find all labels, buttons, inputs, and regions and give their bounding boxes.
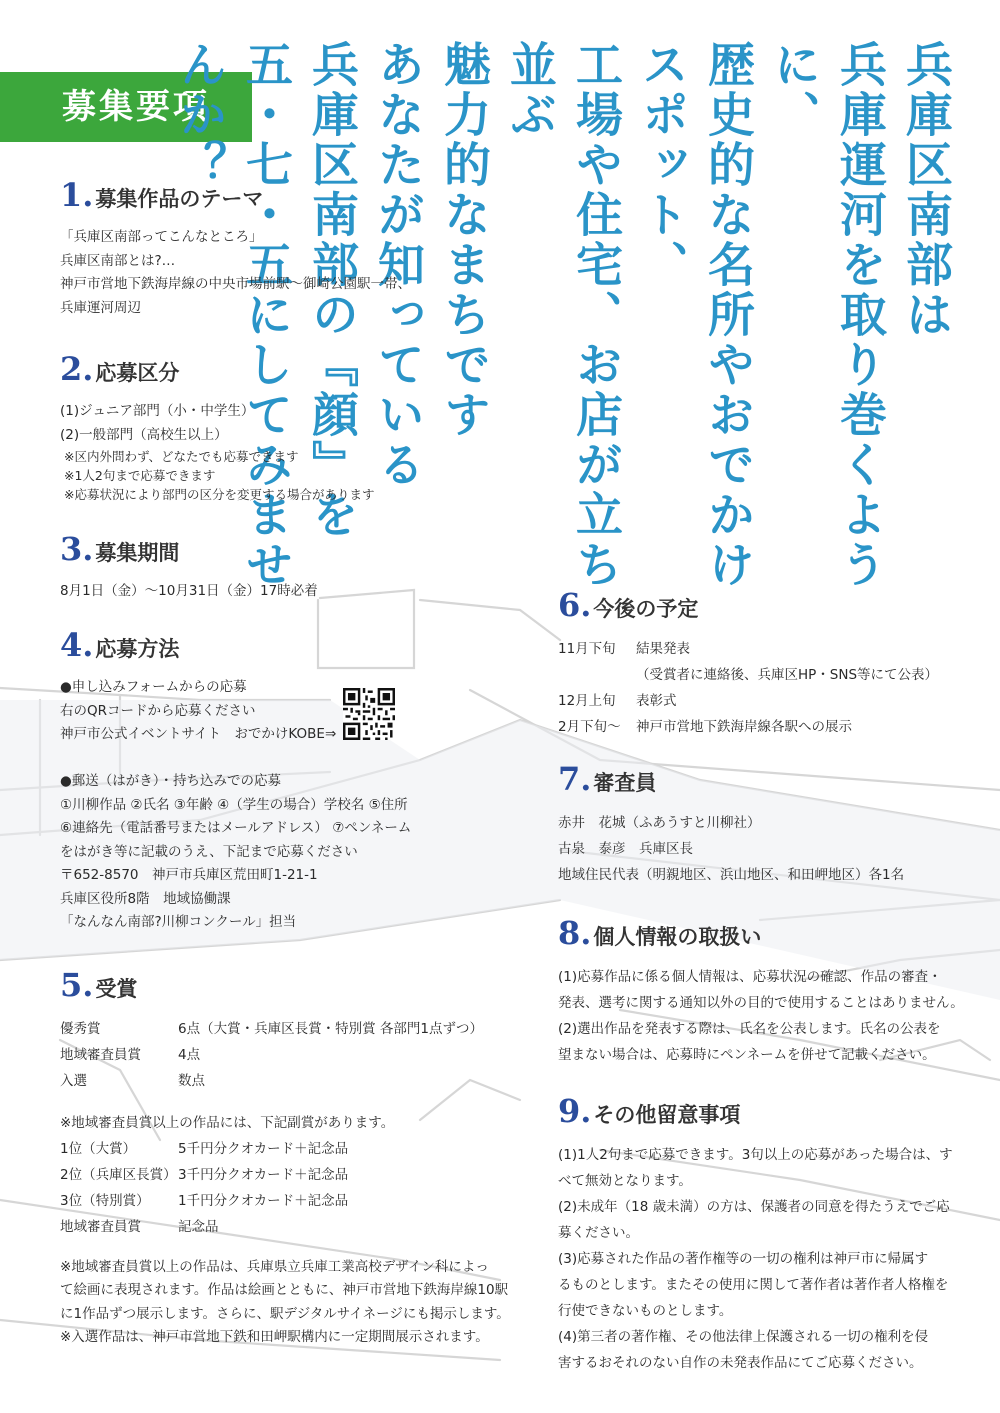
schedule-row	[558, 714, 938, 740]
text-line	[60, 747, 411, 771]
section-title: 審査員	[593, 771, 657, 795]
section-header-recruitment: 募集要項	[0, 72, 252, 142]
prize-name: 3位（特別賞）	[60, 1192, 150, 1209]
section-number: 3.	[60, 530, 94, 568]
note-line: ※応募状況により部門の区分を変更する場合があります	[64, 487, 375, 502]
text-line: (1)1人2句まで応募できます。3句以上の応募があった場合は、す	[558, 1147, 953, 1163]
section-title: 受賞	[95, 977, 138, 1001]
note-line: ※地域審査員賞以上の作品は、兵庫県立兵庫工業高校デザイン科によっ	[60, 1258, 489, 1275]
text-line: 「兵庫区南部ってこんなところ」	[60, 229, 263, 245]
section-number: 6.	[558, 586, 592, 624]
prize-value: 記念品	[178, 1218, 219, 1235]
text-line: (2)一般部門（高校生以上）	[60, 426, 228, 443]
text-line: 8月1日（金）〜10月31日（金）17時必着	[60, 583, 318, 599]
award-value: 6点（大賞・兵庫区長賞・特別賞 各部門1点ずつ）	[178, 1021, 483, 1037]
text-line: ●申し込みフォームからの応募	[60, 679, 247, 695]
section-privacy	[558, 914, 964, 1068]
section-other-notes	[558, 1092, 953, 1376]
text-line: 兵庫区南部とは?…	[60, 252, 176, 269]
section-title: 募集作品のテーマ	[95, 187, 264, 211]
prize-row	[60, 1188, 510, 1214]
note-line: ※区内外問わず、どなたでも応募できます	[64, 449, 299, 464]
text-line: 〒652-8570 神戸市兵庫区荒田町1-21-1	[60, 867, 318, 883]
award-row	[60, 1016, 510, 1042]
qr-code-icon[interactable]	[343, 688, 395, 740]
text-line: (1)応募作品に係る個人情報は、応募状況の確認、作品の審査・	[558, 969, 942, 985]
note-line: ※入選作品は、神戸市営地下鉄和田岬駅構内に一定期間展示されます。	[60, 1329, 489, 1345]
prize-row	[60, 1162, 510, 1188]
headline-vertical	[166, 40, 958, 600]
headline-line: 兵庫区南部は	[898, 40, 953, 340]
note-line: て絵画に表現されます。作品は絵画とともに、神戸市営地下鉄海岸線10駅	[60, 1282, 509, 1298]
text-line: ①川柳作品 ②氏名 ③年齢 ④（学生の場合）学校名 ⑤住所	[60, 796, 408, 813]
section-title: その他留意事項	[593, 1103, 741, 1127]
section-schedule	[558, 586, 938, 740]
prize-value: 5千円分クオカード＋記念品	[178, 1140, 349, 1157]
text-line: 兵庫運河周辺	[60, 299, 141, 316]
text-line: 害するおそれのない自作の未発表作品にてご応募ください。	[558, 1355, 923, 1371]
text-line: 神戸市営地下鉄海岸線の中央市場前駅〜御崎公園駅一帯、	[60, 276, 411, 292]
text-line: ⑥連絡先（電話番号またはメールアドレス） ⑦ペンネーム	[60, 820, 412, 836]
section-category	[60, 350, 374, 504]
schedule-when: 11月下旬	[558, 641, 616, 657]
section-number: 8.	[558, 914, 592, 952]
text-line: ●郵送（はがき）・持ち込みでの応募	[60, 773, 282, 789]
note-line: ※地域審査員賞以上の作品には、下記副賞があります。	[60, 1115, 395, 1131]
section-title: 応募方法	[95, 637, 180, 661]
section-number: 4.	[60, 626, 94, 664]
prize-value: 3千円分クオカード＋記念品	[178, 1166, 349, 1183]
schedule-what: 神戸市営地下鉄海岸線各駅への展示	[636, 719, 852, 735]
award-name: 優秀賞	[60, 1021, 101, 1037]
prize-value: 1千円分クオカード＋記念品	[178, 1192, 349, 1209]
headline-line: あなたが知っている	[370, 40, 425, 490]
text-line: べて無効となります。	[558, 1173, 692, 1189]
prize-name: 2位（兵庫区長賞）	[60, 1166, 177, 1183]
note-line: ※1人2句まで応募できます	[64, 468, 216, 483]
text-line: 望まない場合は、応募時にペンネームを併せて記載ください。	[558, 1047, 936, 1063]
headline-line: 兵庫運河を取り巻くように、	[766, 40, 887, 590]
text-line: (1)ジュニア部門（小・中学生）	[60, 403, 255, 419]
text-line: 「なんなん南部?川柳コンクール」担当	[60, 914, 297, 930]
prize-row	[60, 1136, 510, 1162]
schedule-row	[558, 662, 938, 688]
text-line: 募ください。	[558, 1225, 639, 1241]
prize-row	[60, 1214, 510, 1240]
schedule-row	[558, 688, 938, 714]
award-value: 数点	[178, 1073, 205, 1089]
section-title: 今後の予定	[593, 597, 699, 621]
section-number: 5.	[60, 966, 94, 1004]
text-line: 兵庫区役所8階 地域協働課	[60, 890, 231, 907]
text-line: (2)未成年（18 歳未満）の方は、保護者の同意を得たうえでご応	[558, 1199, 950, 1215]
section-number: 1.	[60, 176, 94, 214]
headline-line: 五・七・五にしてみませんか？	[172, 40, 293, 590]
text-line: (2)選出作品を発表する際は、氏名を公表します。氏名の公表を	[558, 1021, 941, 1037]
award-row	[60, 1068, 510, 1094]
headline-line: 工場や住宅、お店が立ち並ぶ	[502, 40, 623, 590]
text-line: 発表、選考に関する通知以外の目的で使用することはありません。	[558, 995, 964, 1011]
schedule-what: 結果発表	[636, 641, 690, 657]
text-line: (3)応募された作品の著作権等の一切の権利は神戸市に帰属す	[558, 1251, 929, 1267]
section-number: 2.	[60, 350, 94, 388]
schedule-what: 表彰式	[636, 693, 677, 709]
text-line: 地域住民代表（明親地区、浜山地区、和田岬地区）各1名	[558, 867, 905, 883]
prize-name: 1位（大賞）	[60, 1140, 137, 1157]
schedule-row	[558, 636, 938, 662]
headline-line: 歴史的な名所やおでかけスポット、	[634, 40, 755, 590]
text-line: 行使できないものとします。	[558, 1303, 733, 1319]
section-theme	[60, 176, 411, 320]
text-line: 古泉 泰彦 兵庫区長	[558, 841, 693, 857]
text-line: をはがき等に記載のうえ、下記まで応募ください	[60, 843, 358, 860]
schedule-when: 2月下旬〜	[558, 719, 621, 735]
award-name: 地域審査員賞	[60, 1047, 141, 1063]
section-number: 9.	[558, 1092, 592, 1130]
award-name: 入選	[60, 1073, 87, 1089]
headline-line: 兵庫区南部の『顔』を	[304, 40, 359, 540]
text-line: (4)第三者の著作権、その他法律上保護される一切の権利を侵	[558, 1329, 929, 1345]
section-title: 応募区分	[95, 361, 180, 385]
text-line: るものとします。またその使用に関して著作者は著作者人格権を	[558, 1277, 949, 1293]
headline-line: 魅力的なまちです	[436, 40, 491, 440]
prize-name: 地域審査員賞	[60, 1218, 141, 1235]
schedule-when: 12月上旬	[558, 693, 616, 709]
note-line: に1作品ずつ展示します。さらに、駅デジタルサイネージにも掲示します。	[60, 1305, 510, 1322]
schedule-when	[558, 662, 636, 688]
link-odekake-kobe[interactable]: 神戸市公式イベントサイト おでかけKOBE⇒	[60, 726, 337, 742]
section-judges	[558, 760, 904, 888]
schedule-what: （受賞者に連絡後、兵庫区HP・SNS等にて公表）	[636, 667, 939, 683]
text-line: 赤井 花城（ふあうすと川柳社）	[558, 815, 761, 831]
section-period	[60, 530, 318, 604]
section-title: 募集期間	[95, 541, 180, 565]
award-value: 4点	[178, 1047, 201, 1063]
award-row	[60, 1042, 510, 1068]
section-title: 個人情報の取扱い	[593, 925, 762, 949]
section-method	[60, 626, 411, 935]
section-awards	[60, 966, 510, 1350]
text-line: 右のQRコードから応募ください	[60, 702, 256, 719]
section-number: 7.	[558, 760, 592, 798]
